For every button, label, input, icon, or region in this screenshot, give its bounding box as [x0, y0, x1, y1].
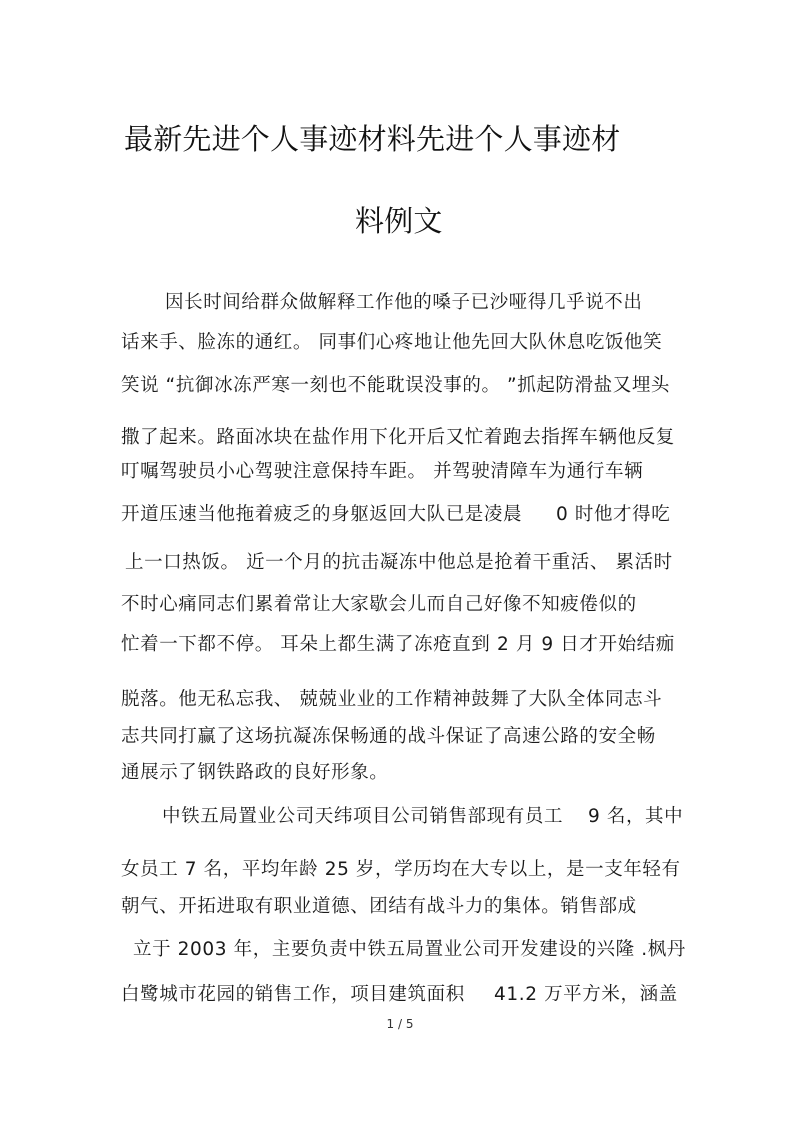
body-line: 女员工 7 名，平均年龄 25 岁，学历均在大专以上，是一支年轻有	[121, 859, 681, 880]
body-line: 忙着一下都不停。 耳朵上都生满了冻疮直到	[121, 634, 491, 655]
body-line: 开道压速当他拖着疲乏的身躯返回大队已是凌晨	[121, 504, 523, 525]
body-line: 脱落。他无私忘我、 兢兢业业的工作精神鼓舞了大队全体同志斗	[121, 689, 663, 710]
page-number: 1 / 5	[386, 1017, 414, 1031]
body-line: 话来手、脸冻的通红。 同事们心疼地让他先回大队休息吃饭他笑	[121, 332, 663, 353]
body-line: 立于 2003 年，主要负责中铁五局置业公司开发建设的兴隆 .枫丹	[133, 939, 686, 960]
document-title-line-1: 最新先进个人事迹材料先进个人事迹材	[124, 122, 621, 156]
body-line: 志共同打赢了这场抗凝冻保畅通的战斗保证了高速公路的安全畅	[121, 726, 656, 747]
body-line: 白鹭城市花园的销售工作，项目建筑面积	[121, 984, 465, 1005]
body-line: 上一口热饭。 近一个月的抗击凝冻中他总是抢着干重活、 累活时	[125, 552, 673, 573]
body-line: 0 时他才得吃	[556, 504, 671, 525]
body-line: 叮嘱驾驶员小心驾驶注意保持车距。 并驾驶清障车为通行车辆	[121, 461, 644, 482]
body-line: 41.2 万平方米，涵盖	[494, 984, 678, 1005]
body-line: 中铁五局置业公司天纬项目公司销售部现有员工	[162, 806, 564, 827]
body-line: 通展示了钢铁路政的良好形象。	[121, 762, 389, 783]
body-line: 9 名，其中	[588, 806, 684, 827]
body-line: 笑说 “抗御冰冻严寒一刻也不能耽误没事的。 ”抓起防滑盐又埋头	[121, 375, 671, 396]
body-line: 2 月 9 日才开始结痂	[497, 634, 675, 655]
body-line: 朝气、开拓进取有职业道德、团结有战斗力的集体。销售部成	[121, 896, 637, 917]
body-line: 因长时间给群众做解释工作他的嗓子已沙哑得几乎说不出	[165, 292, 643, 313]
body-line: 不时心痛同志们累着常让大家歇会儿而自己好像不知疲倦似的	[121, 594, 637, 615]
body-line: 撒了起来。路面冰块在盐作用下化开后又忙着跑去指挥车辆他反复	[121, 427, 675, 448]
document-title-line-2: 料例文	[355, 204, 443, 238]
